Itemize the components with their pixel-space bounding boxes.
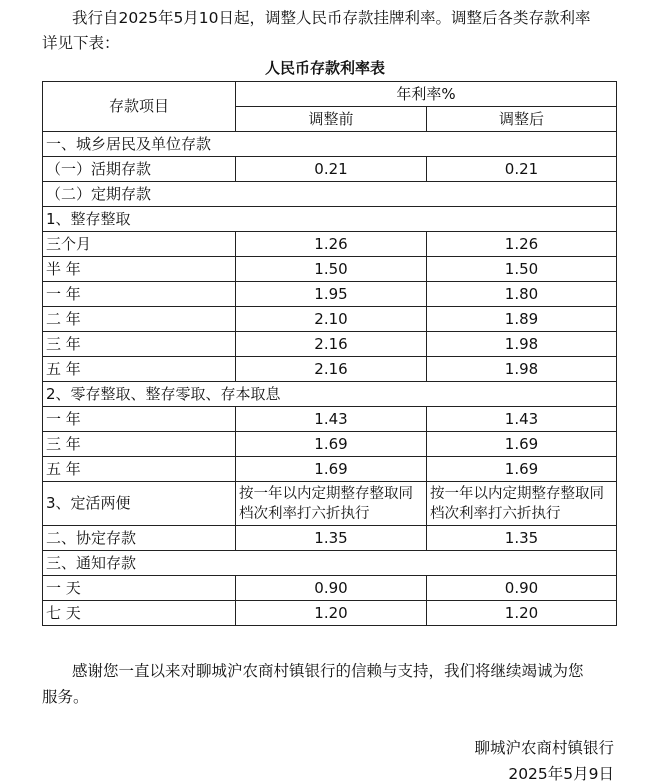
row-after-rate: 1.26 bbox=[427, 232, 617, 257]
signature-bank: 聊城沪农商村镇银行 bbox=[474, 739, 614, 757]
table-row bbox=[43, 432, 617, 457]
row-after-rate: 0.21 bbox=[427, 157, 617, 182]
row-after-rate: 1.50 bbox=[427, 257, 617, 282]
row-item: 二、协定存款 bbox=[43, 526, 236, 551]
table-row bbox=[43, 332, 617, 357]
row-after-rate: 1.80 bbox=[427, 282, 617, 307]
row-item: 五 年 bbox=[43, 457, 236, 482]
row-item: 1、整存整取 bbox=[43, 207, 617, 232]
table-row bbox=[43, 526, 617, 551]
table-row bbox=[43, 382, 617, 407]
row-item: 三 年 bbox=[43, 332, 236, 357]
header-item: 存款项目 bbox=[43, 82, 236, 132]
table-row bbox=[43, 182, 617, 207]
row-item: 2、零存整取、整存零取、存本取息 bbox=[43, 382, 617, 407]
row-before-rate: 1.43 bbox=[236, 407, 427, 432]
intro-line-2: 详见下表： bbox=[42, 34, 120, 52]
row-after-rate: 按一年以内定期整存整取同档次利率打六折执行 bbox=[427, 482, 617, 526]
table-row bbox=[43, 157, 617, 182]
row-item: 三个月 bbox=[43, 232, 236, 257]
row-before-rate: 0.21 bbox=[236, 157, 427, 182]
row-after-rate: 1.98 bbox=[427, 357, 617, 382]
table-row bbox=[43, 457, 617, 482]
row-item: 一 年 bbox=[43, 282, 236, 307]
row-after-rate: 1.98 bbox=[427, 332, 617, 357]
row-before-rate: 1.26 bbox=[236, 232, 427, 257]
row-before-rate: 2.16 bbox=[236, 357, 427, 382]
row-item: 一 年 bbox=[43, 407, 236, 432]
row-before-rate: 1.20 bbox=[236, 601, 427, 626]
table-row bbox=[43, 576, 617, 601]
closing-paragraph bbox=[42, 658, 617, 710]
row-item: 半 年 bbox=[43, 257, 236, 282]
table-row bbox=[43, 357, 617, 382]
row-item: 五 年 bbox=[43, 357, 236, 382]
header-rate-group: 年利率% bbox=[236, 82, 617, 107]
row-before-rate: 1.50 bbox=[236, 257, 427, 282]
row-before-rate: 1.35 bbox=[236, 526, 427, 551]
intro-line-1: 我行自2025年5月10日起，调整人民币存款挂牌利率。调整后各类存款利率 bbox=[72, 9, 591, 27]
row-before-rate: 1.69 bbox=[236, 457, 427, 482]
table-row bbox=[43, 282, 617, 307]
row-before-rate: 按一年以内定期整存整取同档次利率打六折执行 bbox=[236, 482, 427, 526]
table-title: 人民币存款利率表 bbox=[264, 59, 385, 77]
closing-line-2: 服务。 bbox=[42, 688, 89, 706]
table-row bbox=[43, 307, 617, 332]
row-item: 七 天 bbox=[43, 601, 236, 626]
row-before-rate: 2.16 bbox=[236, 332, 427, 357]
table-header-row bbox=[43, 82, 617, 107]
closing-line-1: 感谢您一直以来对聊城沪农商村镇银行的信赖与支持，我们将继续竭诚为您 bbox=[72, 662, 584, 680]
row-item: 三 年 bbox=[43, 432, 236, 457]
row-item: 二 年 bbox=[43, 307, 236, 332]
row-before-rate: 0.90 bbox=[236, 576, 427, 601]
row-after-rate: 1.69 bbox=[427, 432, 617, 457]
table-row bbox=[43, 207, 617, 232]
row-item: 一、城乡居民及单位存款 bbox=[43, 132, 617, 157]
header-after: 调整后 bbox=[427, 107, 617, 132]
table-row bbox=[43, 232, 617, 257]
table-row bbox=[43, 257, 617, 282]
row-after-rate: 1.89 bbox=[427, 307, 617, 332]
table-row bbox=[43, 482, 617, 526]
row-item: （一）活期存款 bbox=[43, 157, 236, 182]
row-before-rate: 1.95 bbox=[236, 282, 427, 307]
table-row bbox=[43, 132, 617, 157]
row-item: 一 天 bbox=[43, 576, 236, 601]
row-after-rate: 1.69 bbox=[427, 457, 617, 482]
row-before-rate: 1.69 bbox=[236, 432, 427, 457]
table-row bbox=[43, 601, 617, 626]
row-after-rate: 0.90 bbox=[427, 576, 617, 601]
table-row bbox=[43, 551, 617, 576]
row-item: 3、定活两便 bbox=[43, 482, 236, 526]
row-after-rate: 1.35 bbox=[427, 526, 617, 551]
rates-table bbox=[42, 81, 617, 626]
table-row bbox=[43, 407, 617, 432]
row-after-rate: 1.43 bbox=[427, 407, 617, 432]
row-item: 三、通知存款 bbox=[43, 551, 617, 576]
header-before: 调整前 bbox=[236, 107, 427, 132]
signature-date: 2025年5月9日 bbox=[508, 765, 614, 783]
intro-paragraph bbox=[42, 6, 617, 56]
row-after-rate: 1.20 bbox=[427, 601, 617, 626]
row-item: （二）定期存款 bbox=[43, 182, 617, 207]
row-before-rate: 2.10 bbox=[236, 307, 427, 332]
